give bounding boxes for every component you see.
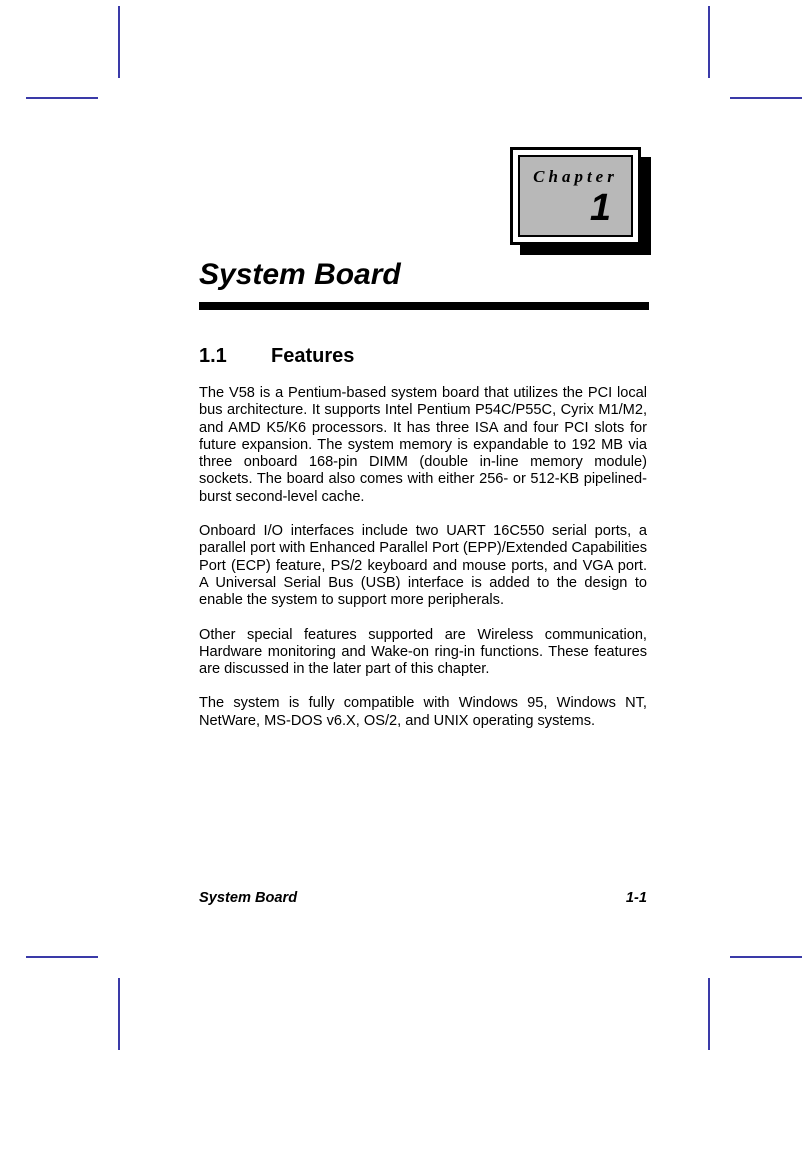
title-rule [199,302,649,310]
crop-mark-bottom-left-horizontal [26,956,98,958]
paragraph-compatibility: The system is fully compatible with Windows 95, Windows NT, NetWare, MS-DOS v6.X, OS/2, and UNIX operating systems. [199,695,647,729]
footer-section-title: System Board [199,890,298,906]
chapter-badge-inner [518,155,633,237]
paragraph-io-interfaces: Onboard I/O interfaces include two UART 16C550 serial ports, a parallel port with Enhanced Parallel Port (EPP)/Extended Capabilities Port (ECP) feature, PS/2 keyboard and mouse ports, and VGA port. A Universal Serial Bus (USB) interface is added to the design to enable the system to support more peripherals. [199,523,647,609]
footer-page-number: 1-1 [625,890,647,906]
body-text [199,385,647,747]
chapter-number: 1 [589,187,611,229]
crop-mark-bottom-left-vertical [118,978,120,1050]
chapter-label: Chapter [533,167,618,186]
chapter-badge [510,147,641,245]
section-heading [199,345,354,368]
section-number: 1.1 [199,345,227,367]
crop-mark-top-right-horizontal [730,97,802,99]
paragraph-overview: The V58 is a Pentium-based system board that utilizes the PCI local bus architecture. It supports Intel Pentium P54C/P55C, Cyrix M1/M2, and AMD K5/K6 processors. It has three ISA and four PCI slots for future expansion. The system memory is expandable to 192 MB via three onboard 168-pin DIMM (double in-line memory module) sockets. The board also comes with either 256- or 512-KB pipelined-burst second-level cache. [199,385,647,505]
crop-mark-bottom-right-vertical [708,978,710,1050]
page-title: System Board [199,258,401,291]
crop-mark-top-right-vertical [708,6,710,78]
crop-mark-bottom-right-horizontal [730,956,802,958]
paragraph-special-features: Other special features supported are Wireless communication, Hardware monitoring and Wake-on ring-in functions. These features are discussed in the later part of this chapter. [199,626,647,678]
crop-mark-top-left-horizontal [26,97,98,99]
crop-mark-top-left-vertical [118,6,120,78]
section-title: Features [271,345,355,367]
